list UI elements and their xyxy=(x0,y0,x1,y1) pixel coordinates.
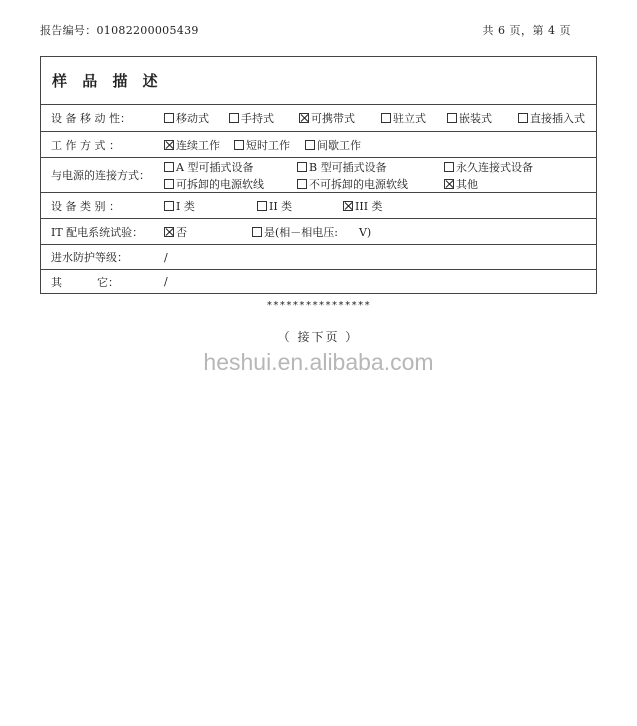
checked-checkbox-icon xyxy=(444,179,454,189)
watermark: heshui.en.alibaba.com xyxy=(203,349,434,375)
checkbox-icon xyxy=(444,162,454,172)
mobility-option-portable[interactable]: 可携带式 xyxy=(299,105,355,131)
mobility-option-mobile[interactable]: 移动式 xyxy=(164,105,209,131)
connection-option-type-a[interactable]: A 型可插式设备 xyxy=(164,158,253,175)
connection-option-non-detachable-cord[interactable]: 不可拆卸的电源软线 xyxy=(297,175,408,192)
equipment-class-label: 设 备 类 别 ： xyxy=(51,199,120,213)
operation-label: 工 作 方 式 ： xyxy=(51,138,120,152)
operation-option-intermittent[interactable]: 间歇工作 xyxy=(305,132,361,157)
ip-level-label: 进水防护等级： xyxy=(51,251,128,264)
end-separator: **************** xyxy=(266,300,371,311)
equipment-class-row xyxy=(41,193,596,219)
checkbox-icon xyxy=(447,113,457,123)
connection-option-detachable-cord[interactable]: 可拆卸的电源软线 xyxy=(164,175,264,192)
ip-level-row xyxy=(41,245,596,270)
connection-option-other[interactable]: 其他 xyxy=(444,175,478,192)
checkbox-icon xyxy=(234,140,244,150)
operation-option-continuous[interactable]: 连续工作 xyxy=(164,132,220,157)
mobility-row xyxy=(41,105,596,132)
mobility-option-stationary[interactable]: 驻立式 xyxy=(381,105,426,131)
checkbox-icon xyxy=(229,113,239,123)
other-row xyxy=(41,270,596,293)
ip-level-value: / xyxy=(164,250,168,264)
checkbox-icon xyxy=(297,162,307,172)
connection-option-type-b[interactable]: B 型可插式设备 xyxy=(297,158,387,175)
it-test-option-no[interactable]: 否 xyxy=(164,219,187,244)
checkbox-icon xyxy=(305,140,315,150)
sample-description-panel xyxy=(40,56,597,294)
mobility-option-direct-plug[interactable]: 直接插入式 xyxy=(518,105,585,131)
other-label: 其 它： xyxy=(51,275,119,289)
mobility-label: 设 备 移 动 性： xyxy=(51,112,131,125)
other-value: / xyxy=(164,275,168,288)
checked-checkbox-icon xyxy=(343,201,353,211)
continued-note: （ 接下页 ） xyxy=(277,330,360,344)
class-option-i[interactable]: I 类 xyxy=(164,193,195,218)
operation-option-short-time[interactable]: 短时工作 xyxy=(234,132,290,157)
page-info: 共 6 页，第 4 页 xyxy=(482,24,571,37)
connection-row xyxy=(41,158,596,193)
class-option-ii[interactable]: II 类 xyxy=(257,193,292,218)
checkbox-icon xyxy=(164,179,174,189)
checked-checkbox-icon xyxy=(164,140,174,150)
report-header xyxy=(40,22,585,40)
checkbox-icon xyxy=(297,179,307,189)
checkbox-icon xyxy=(164,201,174,211)
checkbox-icon xyxy=(518,113,528,123)
it-test-row xyxy=(41,219,596,245)
checkbox-icon xyxy=(252,227,262,237)
report-number: 报告编号：01082200005439 xyxy=(40,24,199,37)
operation-row xyxy=(41,132,596,158)
mobility-option-handheld[interactable]: 手持式 xyxy=(229,105,274,131)
checkbox-icon xyxy=(257,201,267,211)
it-test-label: IT 配电系统试验： xyxy=(51,225,144,239)
checked-checkbox-icon xyxy=(164,227,174,237)
class-option-iii[interactable]: III 类 xyxy=(343,193,383,218)
connection-option-permanent[interactable]: 永久连接式设备 xyxy=(444,158,533,175)
section-title: 样 品 描 述 xyxy=(41,57,596,105)
checkbox-icon xyxy=(381,113,391,123)
mobility-option-embedded[interactable]: 嵌装式 xyxy=(447,105,492,131)
it-test-option-yes[interactable]: 是(相－相电压: V) xyxy=(252,219,371,244)
checked-checkbox-icon xyxy=(299,113,309,123)
checkbox-icon xyxy=(164,113,174,123)
checkbox-icon xyxy=(164,162,174,172)
connection-label: 与电源的连接方式： xyxy=(51,169,150,182)
